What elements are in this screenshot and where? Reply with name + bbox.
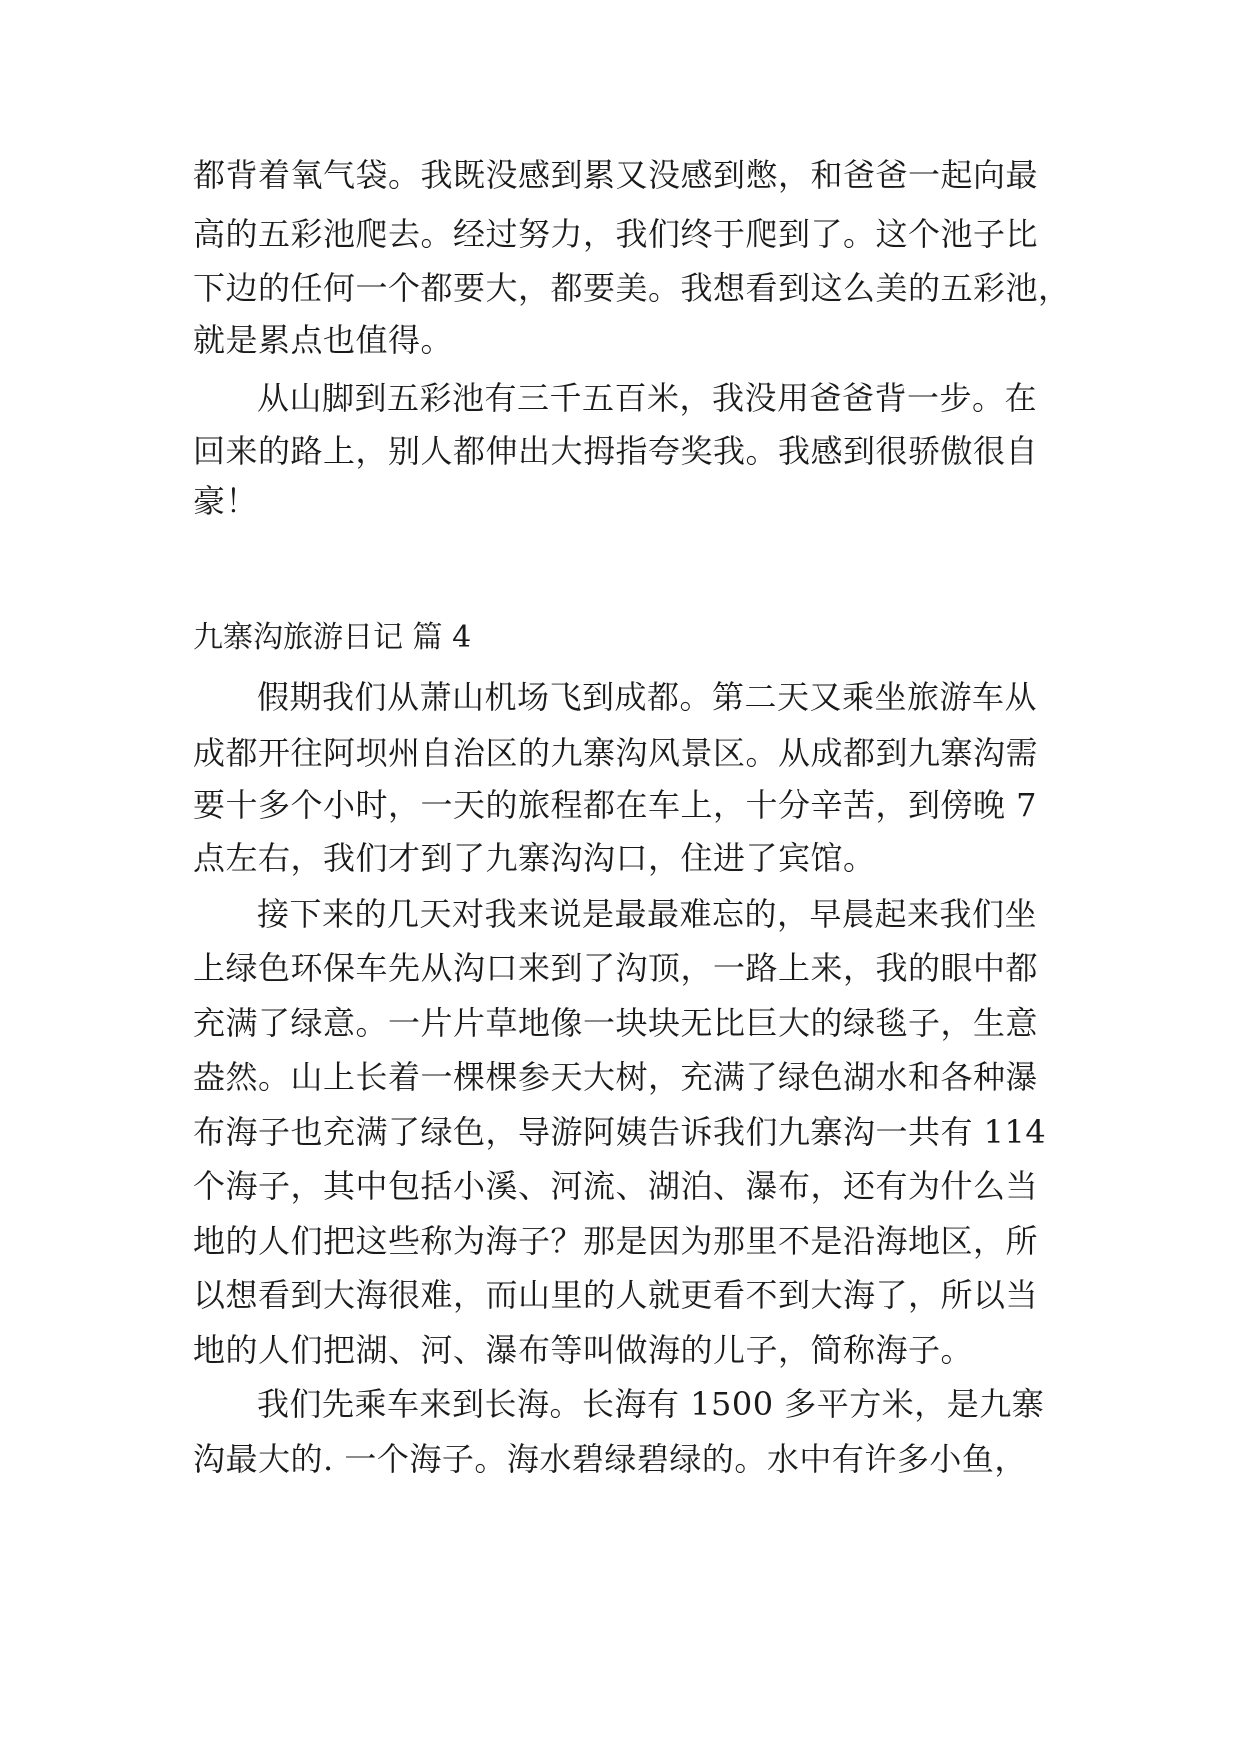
paragraph-first-line: 接下来的几天对我来说是最最难忘的，早晨起来我们坐 bbox=[257, 895, 1038, 933]
paragraph-first-line: 我们先乘车来到长海。长海有 1500 多平方米，是九寨 bbox=[257, 1385, 1045, 1423]
text-line: 充满了绿意。一片片草地像一块块无比巨大的绿毯子，生意 bbox=[193, 1004, 1039, 1042]
text-line: 布海子也充满了绿色，导游阿姨告诉我们九寨沟一共有 114 bbox=[193, 1113, 1047, 1151]
text-line: 以想看到大海很难，而山里的人就更看不到大海了，所以当 bbox=[193, 1276, 1039, 1314]
text-line: 个海子，其中包括小溪、河流、湖泊、瀑布，还有为什么当 bbox=[193, 1167, 1039, 1205]
text-line: 就是累点也值得。 bbox=[193, 321, 454, 359]
text-line: 回来的路上，别人都伸出大拇指夸奖我。我感到很骄傲很自 bbox=[193, 432, 1039, 470]
section-title: 九寨沟旅游日记 篇 4 bbox=[193, 620, 472, 655]
text-line: 都背着氧气袋。我既没感到累又没感到憋，和爸爸一起向最 bbox=[193, 156, 1039, 194]
paragraph-first-line: 假期我们从萧山机场飞到成都。第二天又乘坐旅游车从 bbox=[257, 678, 1038, 716]
text-line: 豪！ bbox=[193, 482, 259, 520]
text-line: 点左右，我们才到了九寨沟沟口，住进了宾馆。 bbox=[193, 839, 876, 877]
text-line: 成都开往阿坝州自治区的九寨沟风景区。从成都到九寨沟需 bbox=[193, 734, 1039, 772]
text-line: 沟最大的. 一个海子。海水碧绿碧绿的。水中有许多小鱼， bbox=[193, 1440, 1027, 1478]
text-line: 盎然。山上长着一棵棵参天大树，充满了绿色湖水和各种瀑 bbox=[193, 1058, 1039, 1096]
text-line: 上绿色环保车先从沟口来到了沟顶，一路上来，我的眼中都 bbox=[193, 949, 1039, 987]
text-line: 要十多个小时，一天的旅程都在车上，十分辛苦，到傍晚 7 bbox=[193, 786, 1038, 824]
text-line: 高的五彩池爬去。经过努力，我们终于爬到了。这个池子比 bbox=[193, 215, 1039, 253]
text-line: 地的人们把湖、河、瀑布等叫做海的儿子，简称海子。 bbox=[193, 1331, 974, 1369]
text-line: 地的人们把这些称为海子？那是因为那里不是沿海地区，所 bbox=[193, 1222, 1039, 1260]
paragraph-first-line: 从山脚到五彩池有三千五百米，我没用爸爸背一步。在 bbox=[257, 379, 1038, 417]
text-line: 下边的任何一个都要大，都要美。我想看到这么美的五彩池， bbox=[193, 269, 1071, 307]
